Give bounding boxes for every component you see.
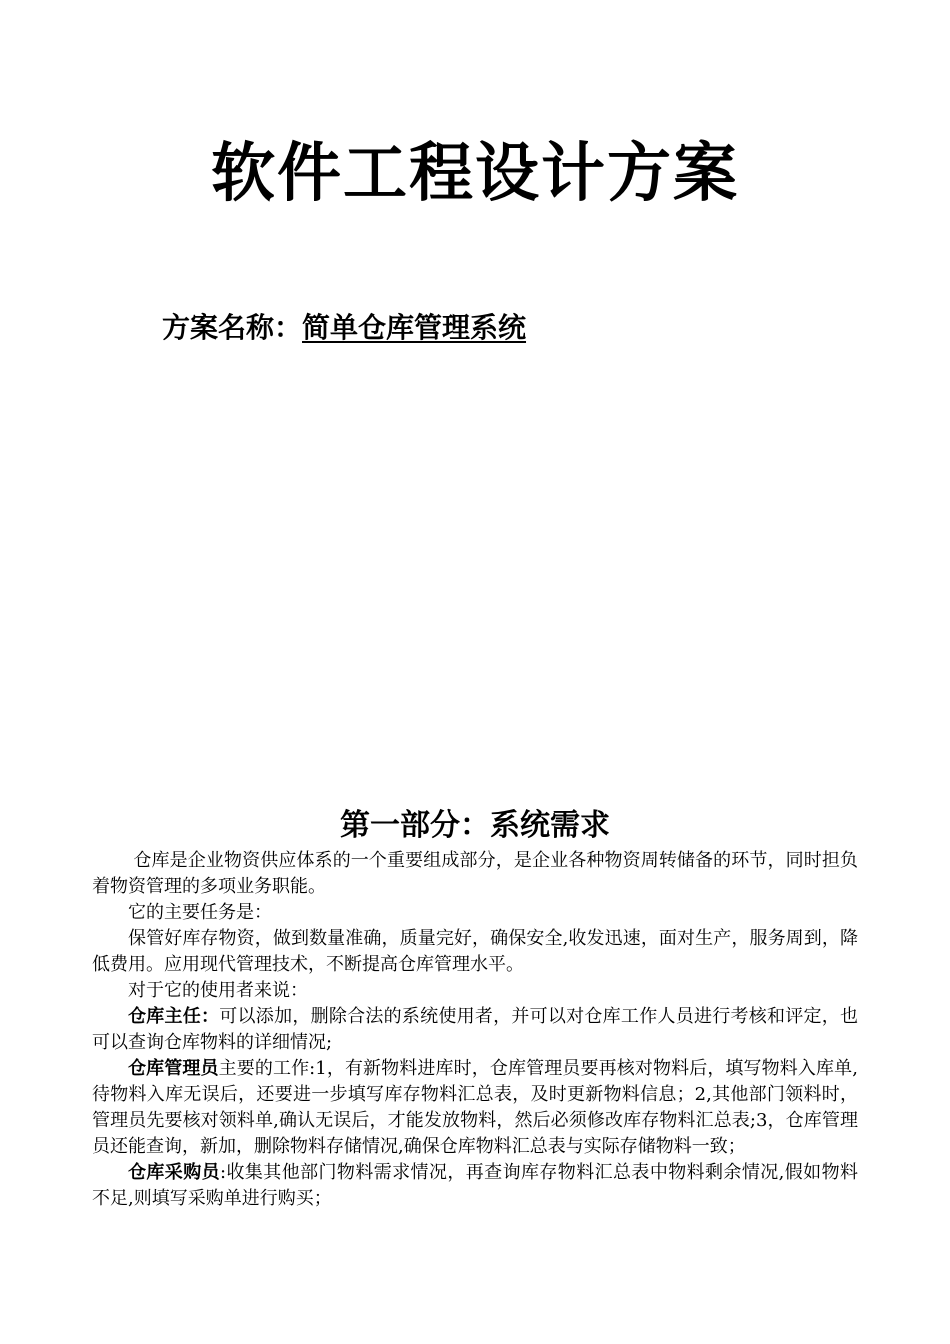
role-description: :收集其他部门物料需求情况，再查询库存物料汇总表中物料剩余情况,假如物料不足,则填写采购单进行购买； [92,1162,858,1209]
role-paragraph-purchaser [92,1160,858,1212]
paragraph-intro: 仓库是企业物资供应体系的一个重要组成部分，是企业各种物资周转储备的环节，同时担负着物资管理的多项业务职能。 [92,850,858,897]
paragraph-tasks: 保管好库存物资，做到数量准确，质量完好，确保安全,收发迅速，面对生产，服务周到，降低费用。应用现代管理技术，不断提高仓库管理水平。 [92,928,858,975]
role-name: 仓库主任： [128,1006,220,1027]
role-description: 主要的工作:1，有新物料进库时，仓库管理员要再核对物料后，填写物料入库单,待物料入库无误后，还要进一步填写库存物料汇总表，及时更新物料信息；2,其他部门领料时，管理员先要核对领料单,确认无误后，才能发放物料，然后必须修改库存物料汇总表;3，仓库管理员还能查询，新加，删除物料存储情况,确保仓库物料汇总表与实际存储物料一致； [92,1058,858,1157]
project-label: 方案名称： [162,311,303,344]
document-title: 软件工程设计方案 [211,137,739,211]
paragraph-users-heading: 对于它的使用者来说： [128,980,308,1001]
role-description: 可以添加，删除合法的系统使用者，并可以对仓库工作人员进行考核和评定，也可以查询仓库物料的详细情况; [92,1006,859,1053]
role-name: 仓库管理员 [128,1058,219,1079]
role-paragraph-director [92,1004,858,1056]
section-heading: 第一部分：系统需求 [340,808,610,843]
project-name-line [162,306,526,346]
role-name: 仓库采购员 [128,1162,221,1183]
paragraph-tasks-heading: 它的主要任务是： [128,902,272,923]
role-paragraph-manager [92,1056,858,1160]
project-name: 简单仓库管理系统 [302,311,527,344]
section-body [92,848,858,1212]
